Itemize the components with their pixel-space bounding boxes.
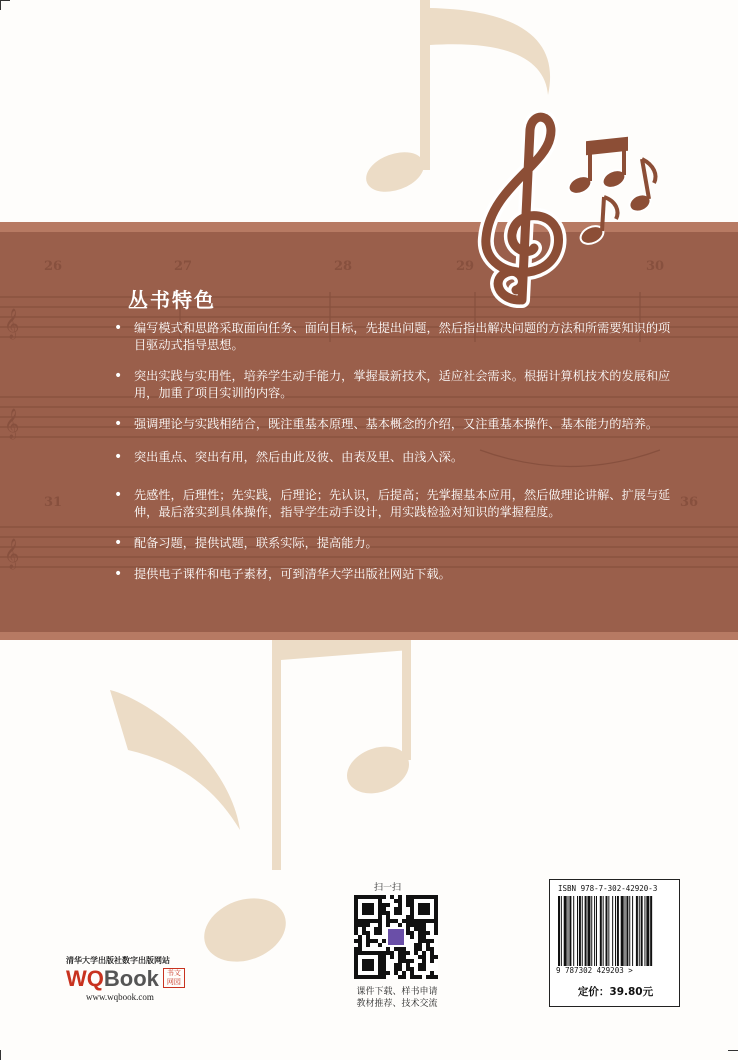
measure-number: 31 — [44, 495, 63, 510]
feature-item: • 先感性，后理性；先实践，后理论；先认识，后提高；先掌握基本应用，然后做理论讲解、扩展与延伸，最后落实到具体操作，指导学生动手设计，用实践检验对知识的掌握程度。 — [112, 487, 672, 521]
measure-number: 28 — [334, 259, 353, 274]
feature-item: • 强调理论与实践相结合，既注重基本原理、基本概念的介绍，又注重基本操作、基本能力的培养。 — [112, 416, 672, 433]
qr-caption-line2: 教材推荐、技术交流 — [356, 999, 438, 1009]
measure-number: 26 — [44, 259, 63, 274]
wqbook-logo — [66, 966, 185, 990]
note-head-lower-1 — [195, 887, 294, 972]
qr-code — [354, 895, 438, 979]
measure-number: 30 — [646, 259, 665, 274]
publisher-url: www.wqbook.com — [86, 992, 154, 1002]
barcode-bars — [558, 896, 673, 966]
feature-item: • 提供电子课件和电子素材，可到清华大学出版社网站下载。 — [112, 566, 672, 583]
feature-list — [112, 320, 672, 583]
treble-clef-glyph: 𝄞 — [4, 409, 20, 439]
measure-number: 36 — [680, 495, 699, 510]
logo-book: Book — [103, 966, 159, 991]
note-flag-lower — [110, 690, 240, 830]
feature-item: • 突出重点、突出有用，然后由此及彼、由表及里、由浅入深。 — [112, 449, 672, 466]
series-features-heading: 丛书特色 — [128, 288, 216, 312]
logo-wq: WQ — [66, 966, 104, 991]
isbn-number: ISBN 978-7-302-42920-3 — [558, 884, 658, 893]
note-head-top — [361, 145, 430, 199]
treble-clef-glyph: 𝄞 — [4, 539, 20, 569]
measure-number: 29 — [456, 259, 475, 274]
feature-item: • 配备习题，提供试题，联系实际，提高能力。 — [112, 535, 672, 552]
logo-badge: 书文网园 — [163, 968, 185, 988]
note-stem-lower-2 — [402, 640, 411, 760]
book-price: 定价：39.80元 — [577, 986, 654, 998]
feature-content — [0, 222, 738, 640]
feature-item: • 编写模式和思路采取面向任务、面向目标，先提出问题，然后指出解决问题的方法和所需要知识的项目驱动式指导思想。 — [112, 320, 672, 354]
qr-caption-line1: 课件下载、样书申请 — [356, 987, 438, 997]
note-flag-top — [430, 8, 550, 95]
note-beam-lower — [281, 640, 410, 660]
publisher-site-name: 清华大学出版社数字出版网站 — [66, 956, 170, 965]
isbn-barcode-box — [549, 879, 680, 1007]
measure-number: 27 — [174, 259, 193, 274]
note-stem-top — [420, 0, 430, 170]
treble-clef-glyph: 𝄞 — [4, 309, 20, 339]
qr-scan-label: 扫一扫 — [374, 883, 402, 893]
feature-item: • 突出实践与实用性，培养学生动手能力，掌握最新技术，适应社会需求。根据计算机技术的发展和应用，加重了项目实训的内容。 — [112, 368, 672, 402]
barcode-digits: 9 787302 429203 > — [556, 966, 633, 975]
note-stem-lower-1 — [272, 640, 281, 870]
